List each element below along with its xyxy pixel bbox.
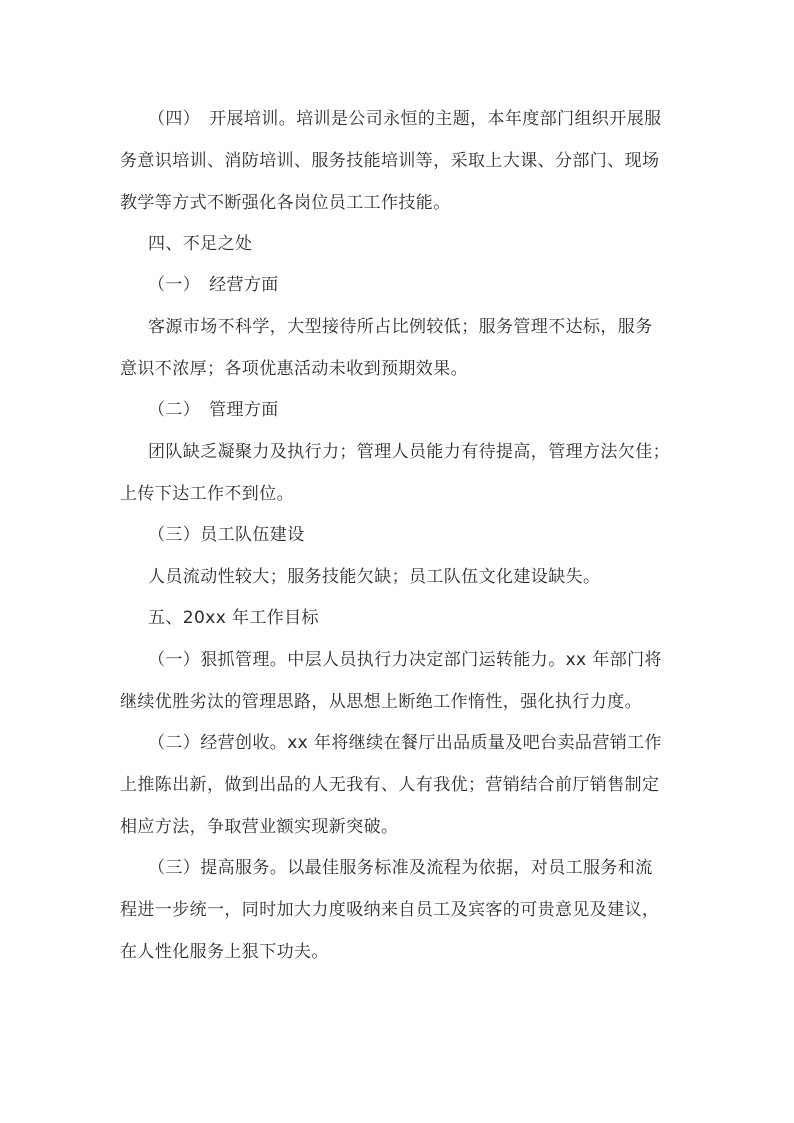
paragraph-management-line-1: 团队缺乏凝聚力及执行力；管理人员能力有待提高，管理方法欠佳； — [148, 442, 670, 462]
subheading-staff: （三）员工队伍建设 — [148, 525, 305, 545]
paragraph-operations-line-1: 客源市场不科学，大型接待所占比例较低；服务管理不达标，服务 — [148, 317, 653, 337]
paragraph-staff-line-1: 人员流动性较大；服务技能欠缺；员工队伍文化建设缺失。 — [148, 567, 601, 587]
section-heading-shortcomings: 四、不足之处 — [148, 234, 253, 254]
paragraph-training-line-1: （四） 开展培训。培训是公司永恒的主题，本年度部门组织开展服 — [148, 109, 662, 129]
paragraph-operations-line-2: 意识不浓厚；各项优惠活动未收到预期效果。 — [120, 359, 468, 379]
paragraph-goal-management-line-1: （一）狠抓管理。中层人员执行力决定部门运转能力。xx 年部门将 — [148, 650, 662, 670]
paragraph-goal-revenue-line-2: 上推陈出新，做到出品的人无我有、人有我优；营销结合前厅销售制定 — [120, 775, 660, 795]
subheading-operations: （一） 经营方面 — [148, 275, 279, 295]
paragraph-goal-service-line-3: 在人性化服务上狠下功夫。 — [120, 942, 329, 962]
paragraph-goal-service-line-1: （三）提高服务。以最佳服务标准及流程为依据，对员工服务和流 — [148, 858, 653, 878]
paragraph-management-line-2: 上传下达工作不到位。 — [120, 484, 294, 504]
section-heading-goals: 五、20xx 年工作目标 — [148, 608, 319, 628]
paragraph-goal-revenue-line-3: 相应方法，争取营业额实现新突破。 — [120, 817, 399, 837]
paragraph-goal-revenue-line-1: （二）经营创收。xx 年将继续在餐厅出品质量及吧台卖品营销工作 — [148, 733, 662, 753]
paragraph-goal-service-line-2: 程进一步统一，同时加大力度吸纳来自员工及宾客的可贵意见及建议， — [120, 900, 660, 920]
paragraph-training-line-3: 教学等方式不断强化各岗位员工工作技能。 — [120, 193, 451, 213]
subheading-management: （二） 管理方面 — [148, 400, 279, 420]
paragraph-training-line-2: 务意识培训、消防培训、服务技能培训等，采取上大课、分部门、现场 — [120, 151, 660, 171]
paragraph-goal-management-line-2: 继续优胜劣汰的管理思路，从思想上断绝工作惰性，强化执行力度。 — [120, 692, 642, 712]
